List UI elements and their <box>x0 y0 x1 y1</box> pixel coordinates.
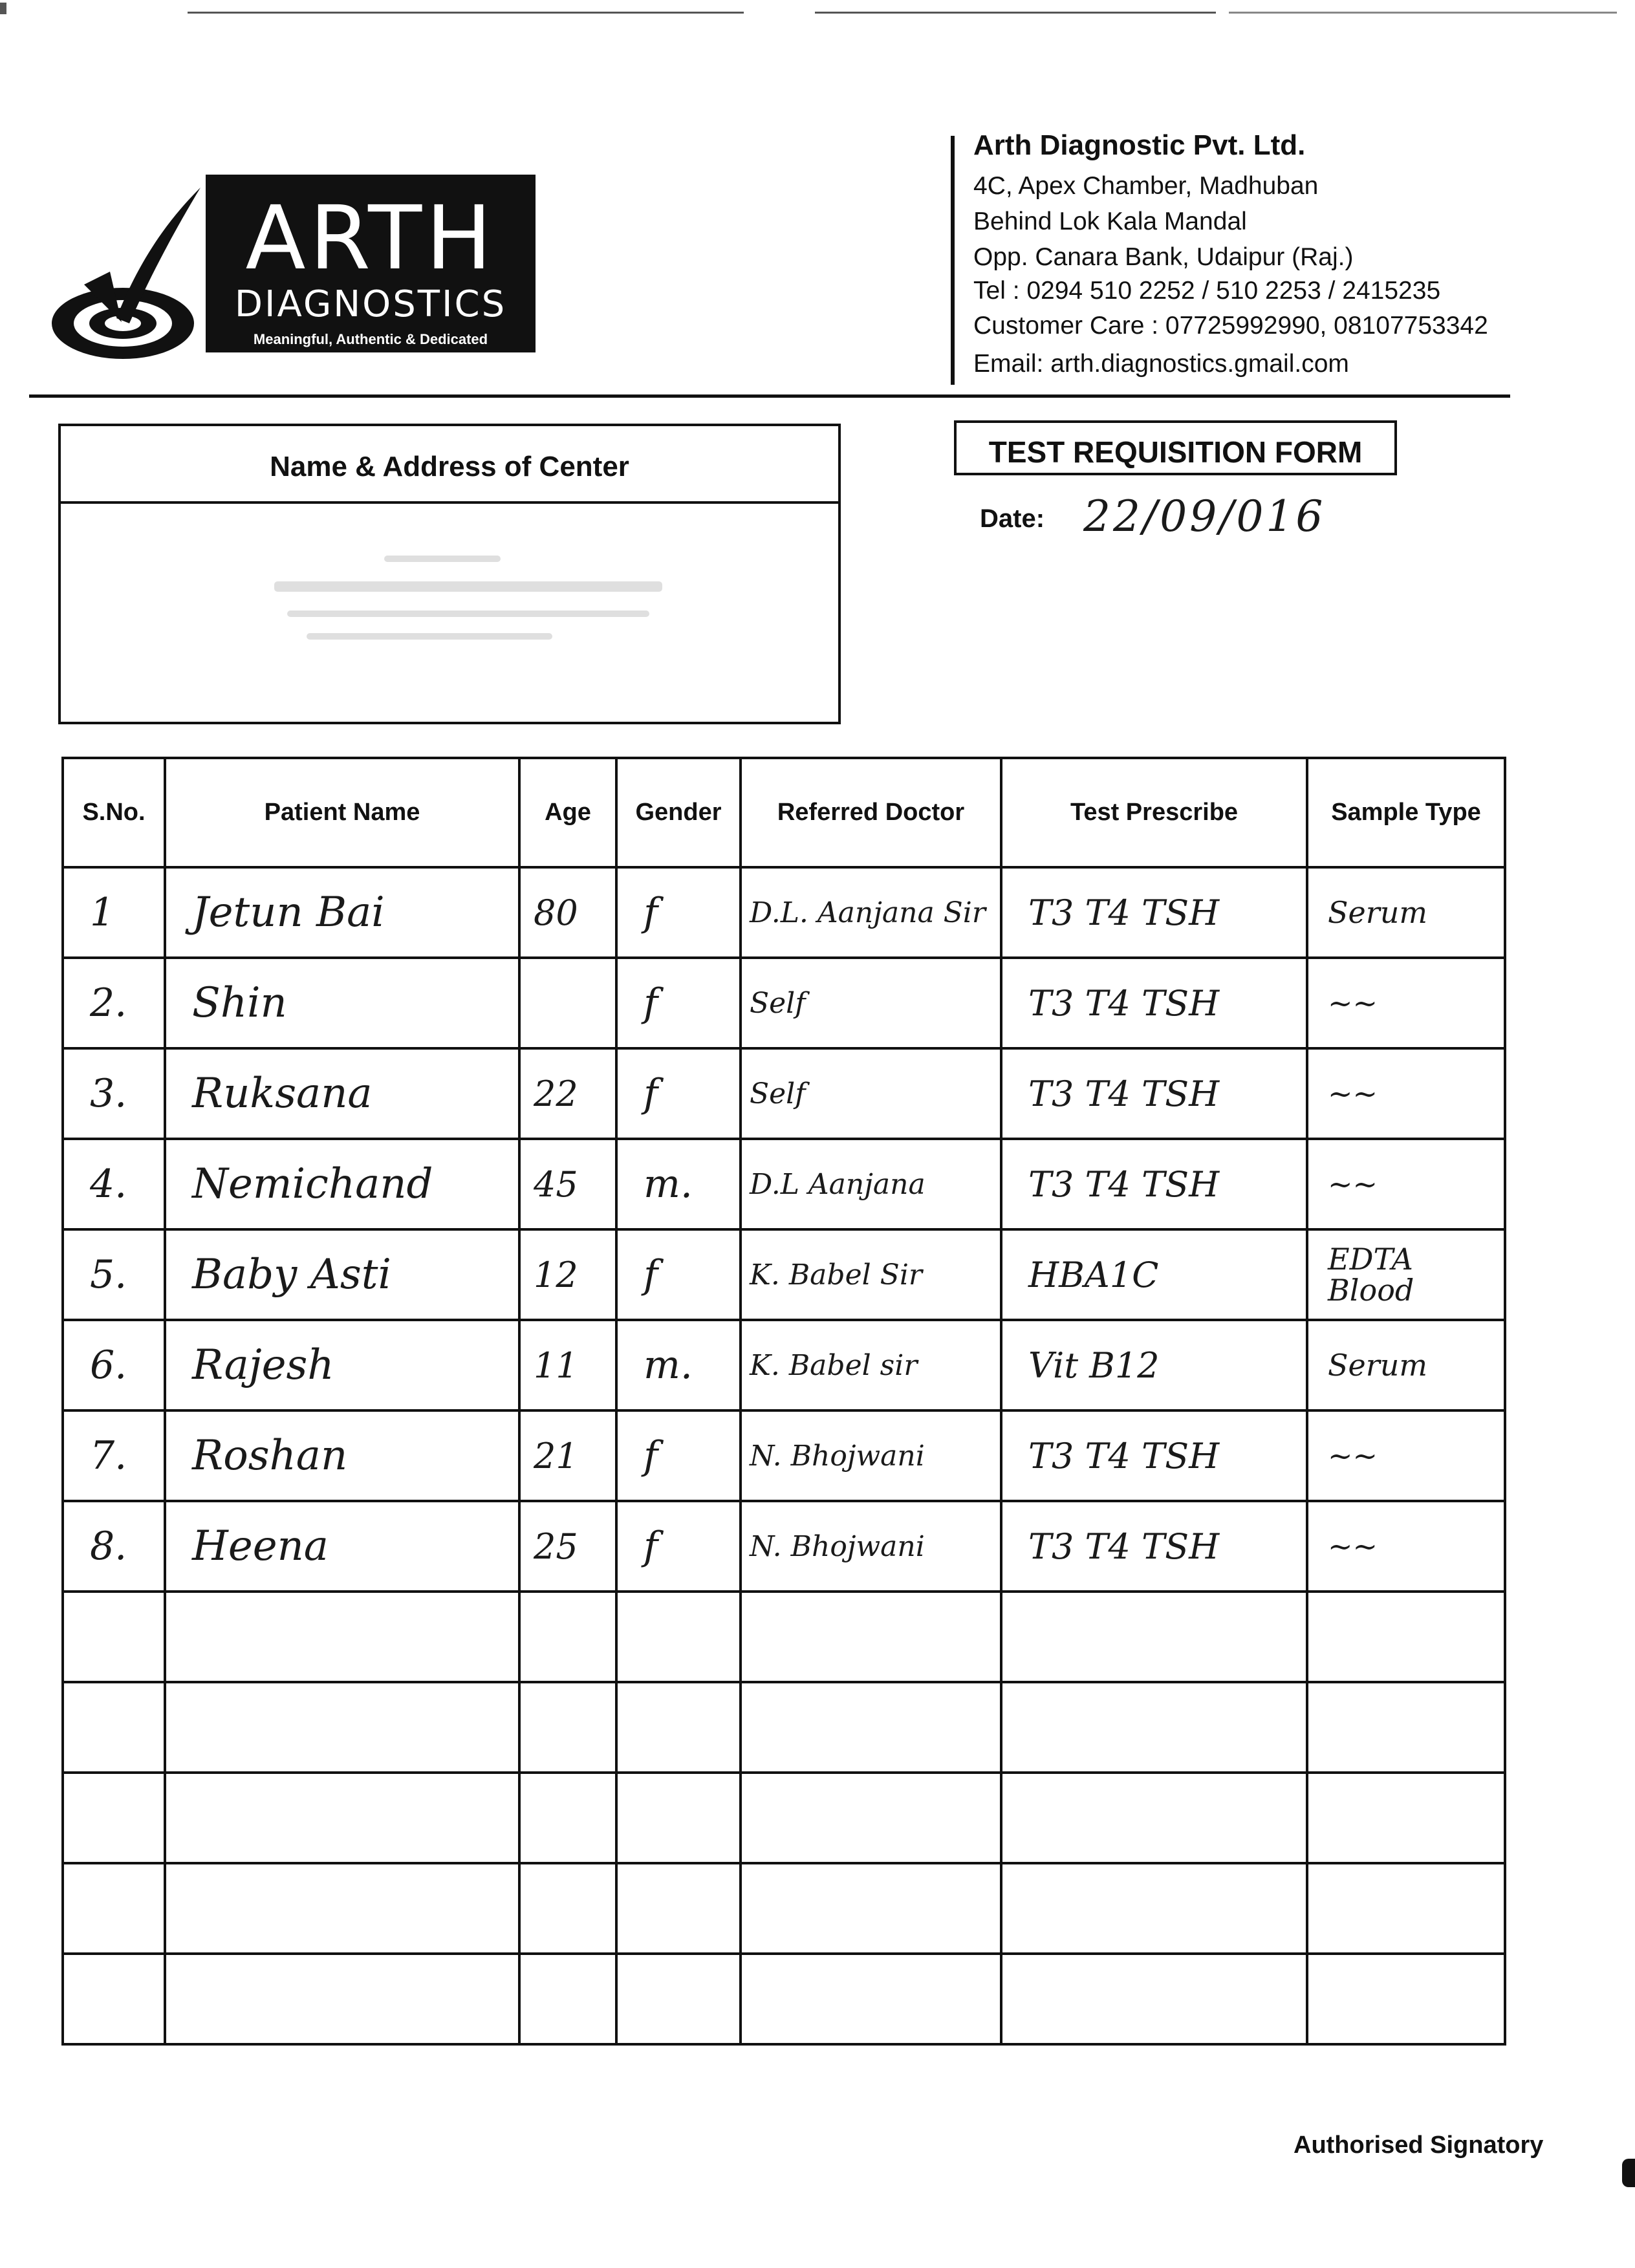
faded-stamp-mark <box>384 556 501 562</box>
cell-gender: f <box>616 958 741 1048</box>
cell-patient-name: Baby Asti <box>165 1229 519 1320</box>
cell-sno: 2. <box>63 958 165 1048</box>
phone-line: Tel : 0294 510 2252 / 510 2253 / 2415235 <box>973 277 1441 305</box>
table-row <box>63 958 1505 1048</box>
cell-age: 45 <box>519 1139 616 1229</box>
table-row <box>63 1320 1505 1410</box>
header-rule <box>29 394 1510 398</box>
table-row <box>63 867 1505 958</box>
cell-sno: 8. <box>63 1501 165 1592</box>
company-divider <box>951 136 955 385</box>
cell-sample-type: EDTA Blood <box>1307 1229 1505 1320</box>
address-line: Opp. Canara Bank, Udaipur (Raj.) <box>973 243 1354 271</box>
cell-sample-type: ~~ <box>1307 1139 1505 1229</box>
logo-subtitle: DIAGNOSTICS <box>234 283 507 325</box>
cell-test-prescribe: T3 T4 TSH <box>1001 1139 1307 1229</box>
logo-block <box>206 175 536 352</box>
table-row <box>63 1410 1505 1501</box>
scan-edge-line <box>188 12 744 14</box>
header-sno: S.No. <box>63 758 165 867</box>
scan-edge-line <box>815 12 1216 14</box>
cell-sno: 4. <box>63 1139 165 1229</box>
address-line: Behind Lok Kala Mandal <box>973 208 1247 235</box>
cell-patient-name: Rajesh <box>165 1320 519 1410</box>
form-title: TEST REQUISITION FORM <box>988 435 1363 469</box>
center-box-title: Name & Address of Center <box>270 451 629 482</box>
cell-referred-doctor: K. Babel Sir <box>741 1229 1001 1320</box>
cell-patient-name: Heena <box>165 1501 519 1592</box>
cell-patient-name: Roshan <box>165 1410 519 1501</box>
date-value: 22/09/016 <box>1083 491 1326 541</box>
faded-stamp-mark <box>274 581 662 592</box>
company-name: Arth Diagnostic Pvt. Ltd. <box>973 129 1306 161</box>
cell-gender: f <box>616 1410 741 1501</box>
cell-age: 12 <box>519 1229 616 1320</box>
date-label: Date: <box>980 504 1045 533</box>
cell-sno: 6. <box>63 1320 165 1410</box>
cell-sno: 7. <box>63 1410 165 1501</box>
header-age: Age <box>519 758 616 867</box>
cell-age: 11 <box>519 1320 616 1410</box>
cell-gender: m. <box>616 1139 741 1229</box>
cell-age: 80 <box>519 867 616 958</box>
cell-sno: 3. <box>63 1048 165 1139</box>
empty-table-row <box>63 1592 1505 1682</box>
cell-age: 22 <box>519 1048 616 1139</box>
header-patient-name: Patient Name <box>165 758 519 867</box>
cell-sample-type: ~~ <box>1307 1501 1505 1592</box>
faded-stamp-mark <box>287 610 649 617</box>
cell-referred-doctor: K. Babel sir <box>741 1320 1001 1410</box>
cell-referred-doctor: N. Bhojwani <box>741 1410 1001 1501</box>
cell-referred-doctor: Self <box>741 1048 1001 1139</box>
cell-sno: 5. <box>63 1229 165 1320</box>
empty-table-row <box>63 1863 1505 1954</box>
table-row <box>63 1501 1505 1592</box>
email-line: Email: arth.diagnostics.gmail.com <box>973 350 1349 378</box>
center-address-box <box>58 424 841 724</box>
cell-test-prescribe: HBA1C <box>1001 1229 1307 1320</box>
cell-gender: f <box>616 1229 741 1320</box>
cell-referred-doctor: Self <box>741 958 1001 1048</box>
table-row <box>63 1139 1505 1229</box>
table-row <box>63 1048 1505 1139</box>
cell-patient-name: Jetun Bai <box>165 867 519 958</box>
cell-patient-name: Ruksana <box>165 1048 519 1139</box>
table-header-row <box>63 758 1505 867</box>
cell-test-prescribe: T3 T4 TSH <box>1001 1048 1307 1139</box>
customer-care-line: Customer Care : 07725992990, 08107753342 <box>973 312 1488 340</box>
empty-table-row <box>63 1773 1505 1863</box>
cell-referred-doctor: N. Bhojwani <box>741 1501 1001 1592</box>
header-sample-type: Sample Type <box>1307 758 1505 867</box>
cell-sno: 1 <box>63 867 165 958</box>
cell-sample-type: ~~ <box>1307 958 1505 1048</box>
cell-patient-name: Nemichand <box>165 1139 519 1229</box>
cell-gender: f <box>616 1048 741 1139</box>
cell-test-prescribe: Vit B12 <box>1001 1320 1307 1410</box>
cell-test-prescribe: T3 T4 TSH <box>1001 1410 1307 1501</box>
cell-test-prescribe: T3 T4 TSH <box>1001 958 1307 1048</box>
header-test-prescribe: Test Prescribe <box>1001 758 1307 867</box>
authorised-signatory-label: Authorised Signatory <box>1294 2132 1544 2159</box>
cell-patient-name: Shin <box>165 958 519 1048</box>
header-gender: Gender <box>616 758 741 867</box>
cell-test-prescribe: T3 T4 TSH <box>1001 1501 1307 1592</box>
cell-age: 25 <box>519 1501 616 1592</box>
cell-referred-doctor: D.L. Aanjana Sir <box>741 867 1001 958</box>
empty-table-row <box>63 1682 1505 1773</box>
center-box-header <box>61 426 838 504</box>
logo-tagline: Meaningful, Authentic & Dedicated <box>253 331 488 347</box>
requisition-table <box>61 757 1506 2046</box>
cell-referred-doctor: D.L Aanjana <box>741 1139 1001 1229</box>
cell-age: 21 <box>519 1410 616 1501</box>
cell-sample-type: Serum <box>1307 1320 1505 1410</box>
cell-gender: m. <box>616 1320 741 1410</box>
address-line: 4C, Apex Chamber, Madhuban <box>973 172 1319 200</box>
cell-sample-type: Serum <box>1307 867 1505 958</box>
scan-edge-mark <box>1622 2159 1635 2187</box>
cell-gender: f <box>616 1501 741 1592</box>
header-referred-doctor: Referred Doctor <box>741 758 1001 867</box>
cell-sample-type: ~~ <box>1307 1048 1505 1139</box>
form-title-box <box>954 420 1397 475</box>
cell-gender: f <box>616 867 741 958</box>
scan-edge-line <box>1229 12 1617 14</box>
cell-test-prescribe: T3 T4 TSH <box>1001 867 1307 958</box>
cell-age <box>519 958 616 1048</box>
logo-title: ARTH <box>245 188 496 290</box>
table-row <box>63 1229 1505 1320</box>
cell-sample-type: ~~ <box>1307 1410 1505 1501</box>
empty-table-row <box>63 1954 1505 2044</box>
faded-stamp-mark <box>307 633 552 640</box>
scan-edge-line <box>0 3 6 14</box>
